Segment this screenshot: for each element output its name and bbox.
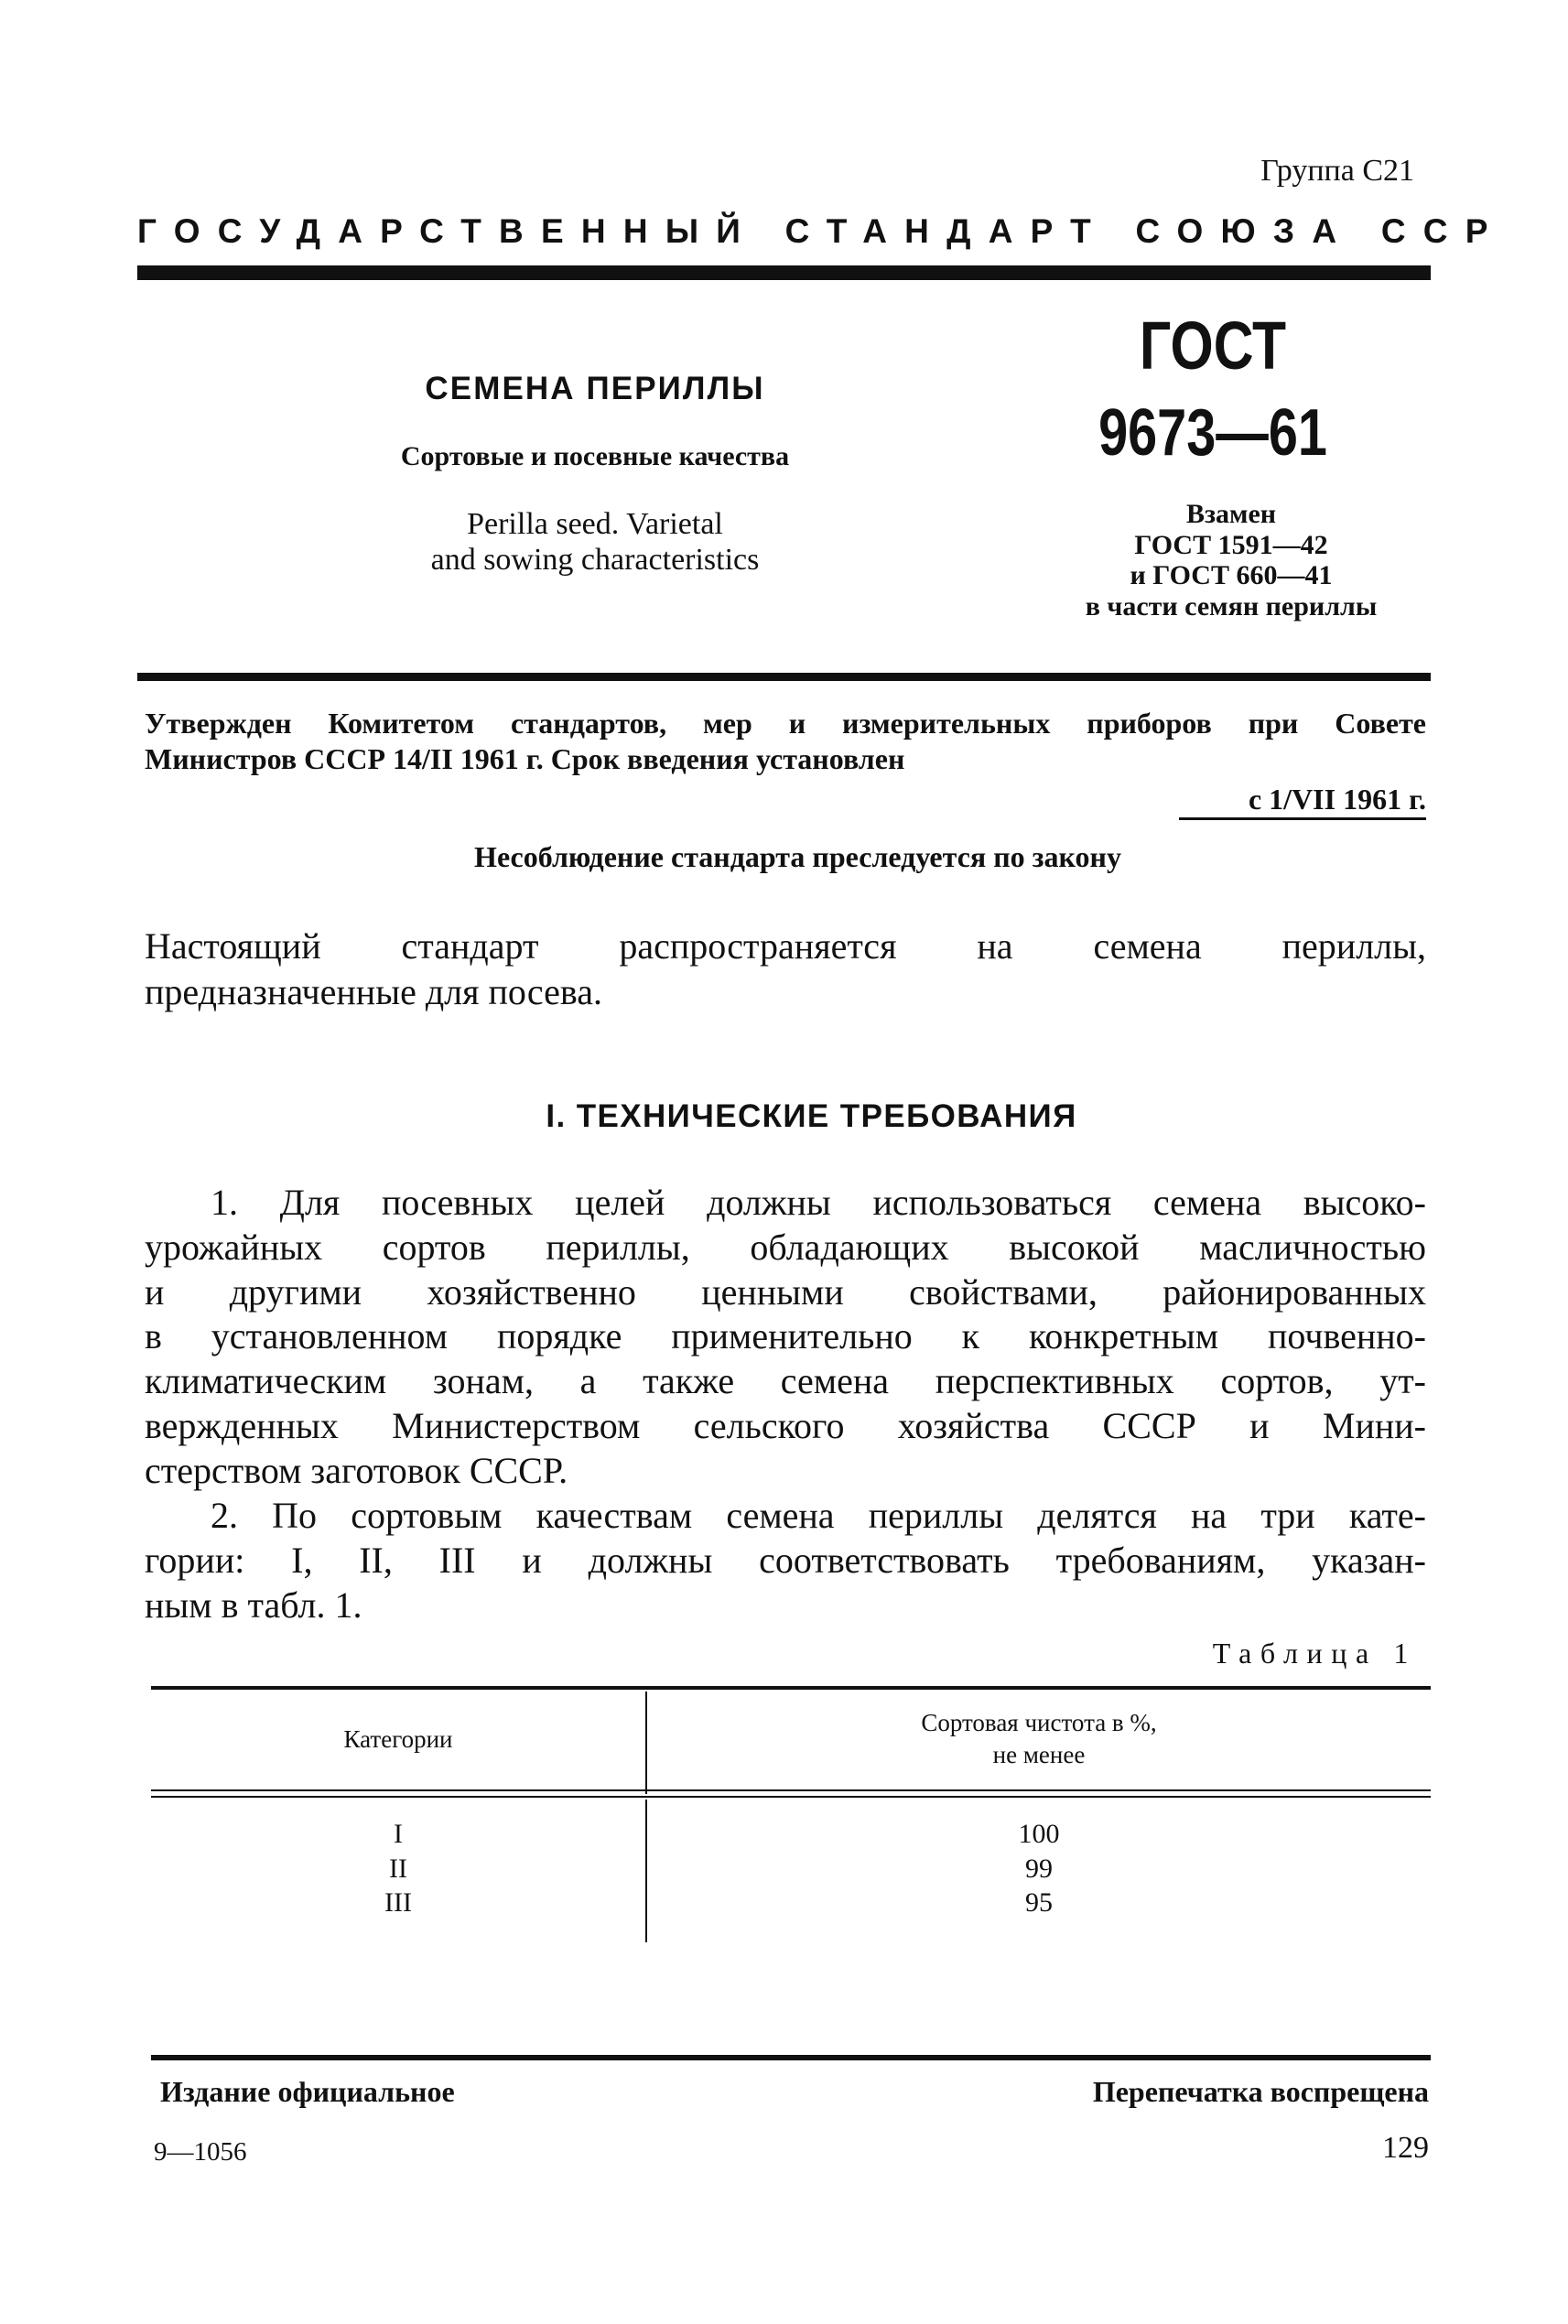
paragraph-line: и другими хозяйственно ценными свойствами, районированных bbox=[145, 1270, 1426, 1313]
paragraph-line: в установленном порядке применительно к конкретным почвенно- bbox=[145, 1315, 1426, 1357]
law-notice: Несоблюдение стандарта преследуется по закону bbox=[474, 840, 1121, 873]
table-cell: 100 bbox=[1018, 1819, 1060, 1849]
table-cell: II bbox=[389, 1853, 407, 1884]
gost-label: ГОСТ bbox=[1139, 308, 1287, 384]
paragraph-line: 2. По сортовым качествам семена периллы делятся на три кате- bbox=[211, 1495, 1426, 1536]
replaces-block bbox=[1039, 499, 1423, 622]
document-subtitle: Сортовые и посевные качества bbox=[400, 441, 790, 471]
footer-rule bbox=[151, 2055, 1431, 2060]
table-cell: I bbox=[394, 1819, 403, 1849]
table-header-purity bbox=[647, 1707, 1431, 1771]
intro-line: Настоящий стандарт распространяется на семена периллы, bbox=[145, 925, 1426, 967]
paragraph-line: стерством заготовок СССР. bbox=[145, 1450, 568, 1491]
table-header-line: Сортовая чистота в %, bbox=[921, 1709, 1157, 1736]
paragraph-line: 1. Для посевных целей должны использоваться семена высоко- bbox=[211, 1182, 1426, 1223]
table-column-purity bbox=[647, 1817, 1431, 1920]
paragraph-line: климатическим зонам, а также семена перспективных сортов, ут- bbox=[145, 1360, 1426, 1402]
replaces-line: и ГОСТ 660—41 bbox=[1130, 560, 1333, 591]
header-rule bbox=[137, 265, 1431, 280]
gost-number: 9673—61 bbox=[1098, 396, 1327, 470]
footer-official-edition: Издание официальное bbox=[160, 2075, 455, 2108]
page-number: 129 bbox=[1382, 2131, 1429, 2165]
table-header-rule bbox=[151, 1789, 1431, 1791]
table-header-category: Категории bbox=[343, 1725, 453, 1753]
english-title bbox=[352, 506, 838, 578]
state-standard-header: ГОСУДАРСТВЕННЫЙ СТАНДАРТ СОЮЗА ССР bbox=[137, 212, 1506, 250]
effective-date-underline bbox=[1179, 817, 1426, 820]
english-title-line: and sowing characteristics bbox=[430, 543, 760, 578]
english-title-line: Perilla seed. Varietal bbox=[467, 507, 723, 541]
effective-date: с 1/VII 1961 г. bbox=[1248, 783, 1426, 816]
print-code: 9—1056 bbox=[154, 2137, 247, 2167]
approval-line-1: Утвержден Комитетом стандартов, мер и измерительных приборов при Совете bbox=[145, 707, 1426, 740]
table-top-rule bbox=[151, 1686, 1431, 1690]
replaces-line: в части семян периллы bbox=[1085, 590, 1378, 622]
paragraph-line: гории: I, II, III и должны соответствовать требованиям, указан- bbox=[145, 1539, 1426, 1581]
section-title: I. ТЕХНИЧЕСКИЕ ТРЕБОВАНИЯ bbox=[546, 1098, 1077, 1134]
paragraph-line: урожайных сортов периллы, обладающих высокой масличностью bbox=[145, 1226, 1426, 1268]
table-cell: 95 bbox=[1025, 1887, 1053, 1918]
approval-rule bbox=[137, 673, 1431, 681]
table-cell: 99 bbox=[1025, 1853, 1053, 1884]
document-title: СЕМЕНА ПЕРИЛЛЫ bbox=[425, 371, 765, 406]
intro-line: предназначенные для посева. bbox=[145, 971, 603, 1012]
table-column-category bbox=[151, 1817, 645, 1920]
paragraph-1 bbox=[145, 1181, 1426, 1449]
approval-line-2: Министров СССР 14/II 1961 г. Срок введения установлен bbox=[145, 742, 905, 775]
table-caption: Таблица 1 bbox=[1212, 1637, 1417, 1670]
paragraph-line: ным в табл. 1. bbox=[145, 1584, 362, 1626]
paragraph-line: вержденных Министерством сельского хозяйства СССР и Мини- bbox=[145, 1404, 1426, 1446]
group-code: Группа С21 bbox=[1260, 154, 1414, 188]
table-cell: III bbox=[384, 1887, 412, 1918]
table-header-line: не менее bbox=[992, 1741, 1086, 1769]
table-header-rule bbox=[151, 1796, 1431, 1798]
footer-reprint-notice: Перепечатка воспрещена bbox=[1092, 2075, 1429, 2108]
paragraph-2 bbox=[145, 1494, 1426, 1584]
replaces-line: ГОСТ 1591—42 bbox=[1134, 529, 1328, 560]
replaces-line: Взамен bbox=[1185, 499, 1277, 529]
